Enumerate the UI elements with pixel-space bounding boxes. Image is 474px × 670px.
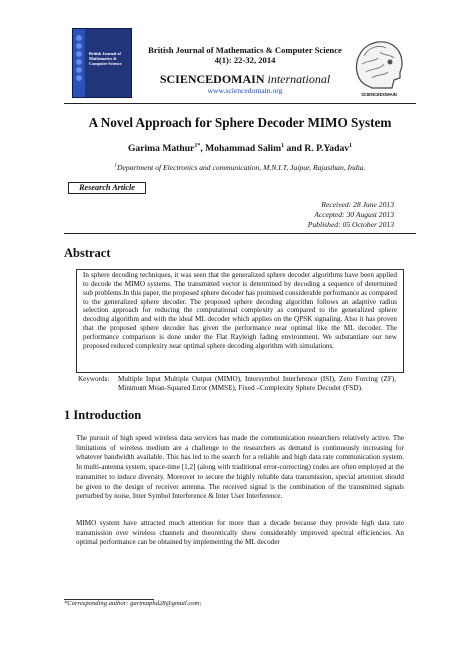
journal-volume: 4(1): 22-32, 2014 [214, 55, 276, 65]
author-separator: , [200, 143, 206, 155]
section-divider [64, 233, 416, 234]
publisher-name-suffix: international [267, 72, 331, 86]
journal-cover-thumbnail [72, 28, 132, 98]
abstract-text: In sphere decoding techniques, it was seen that the generalized sphere decoder algorithms have been applied to decode the MIMO systems. The transmitted vector is determined by decoding a sequence of determined sub problems.In this paper, the proposed sphere decoder has promised considerable performance as compared to the generalized sphere decoder. The proposed sphere decoding algorithm follows an adaptive radius selection approach for reducing the computational complexity as compared to the generalized sphere decoding algorithm and with the ideal ML decoder which applies on the QPSK signaling. Also it has proven that the proposed sphere decoder has given the performance near optimal like the ML decoder. The performance comparison is done under the Flat Rayleigh fading environment. We substantiate our new proposed reduced complexity near optimal sphere decoding algorithm with simulations. [76, 269, 404, 373]
publisher-name [140, 72, 350, 87]
affiliation-text: Department of Electronics and communication, M.N.I.T, Jaipur, Rajasthan, India. [117, 163, 366, 172]
body-paragraph: MIMO system have attracted much attention for more than a decade because they provide high data rate transmission over wireless channels and theoretically show considerably improved spectral efficiencies. An optimal performance can be obtained by implementing the ML decoder [76, 519, 404, 547]
affiliation-mark: 1 [114, 163, 118, 169]
author-affiliation-mark: 1 [349, 143, 353, 149]
date-received: Received: 28 June 2013 [321, 200, 394, 209]
date-published: Published: 05 October 2013 [307, 220, 394, 229]
article-type-badge: Research Article [68, 182, 146, 194]
abstract-heading: Abstract [64, 246, 111, 260]
sciencedomain-head-logo [350, 34, 408, 94]
date-accepted: Accepted: 30 August 2013 [314, 210, 394, 219]
body-paragraph: The pursuit of high speed wireless data services has made the communication researchers relatively active. The limitations of wireless medium are a challenge to the researchers as demand is continuously increasing for whatever bandwidth available. This has led to the search for a reliable and high data rate communication system. In multi-antenna system, space-time [1,2] (along with traditional error-correcting) codes are often employed at the transmitter to induce diversity. Moreover to secure the highly reliable data transmission, special attention should be given to the design of receiver antenna. The received signal is the combination of the transmitted signals perturbed by noise, Inter Symbol Interference & Inter User Interference. [76, 434, 404, 501]
paper-title: A Novel Approach for Sphere Decoder MIMO System [88, 115, 392, 130]
cover-band [73, 29, 85, 97]
author-name: Mohammad Salim [205, 143, 282, 155]
publication-dates [226, 200, 394, 230]
publisher-website-link[interactable]: www.sciencedomain.org [207, 86, 283, 95]
introduction-heading: 1 Introduction [64, 408, 142, 422]
affiliation [64, 163, 416, 172]
corresponding-author-footnote: *Corresponding author: garimaphd28@gmail.com; [64, 600, 202, 607]
cover-decoration [75, 33, 83, 83]
author-affiliation-mark: 1 [281, 143, 285, 149]
publisher-name-main: SCIENCEDOMAIN [159, 72, 265, 86]
cover-title: British Journal of Mathematics & Computer Science [89, 51, 122, 66]
header-divider [64, 103, 416, 104]
journal-name: British Journal of Mathematics & Computer Science [148, 45, 342, 55]
author-list [64, 143, 416, 154]
keywords-label: Keywords: [78, 375, 110, 383]
author-separator: and [284, 143, 305, 155]
author-name: R. P.Yadav [304, 143, 350, 155]
author-affiliation-mark: 1* [194, 143, 201, 149]
keywords-list: Multiple Input Multiple Output (MIMO), Intersymbol Interference (ISI), Zero Forcing (ZF), Minimum Mean-Squared Error (MMSE), Fixed –Complexity Sphere Decoder (FSD). [118, 375, 396, 392]
logo-caption: SCIENCEDOMAIN [361, 92, 397, 97]
author-name: Garima Mathur [127, 143, 195, 155]
